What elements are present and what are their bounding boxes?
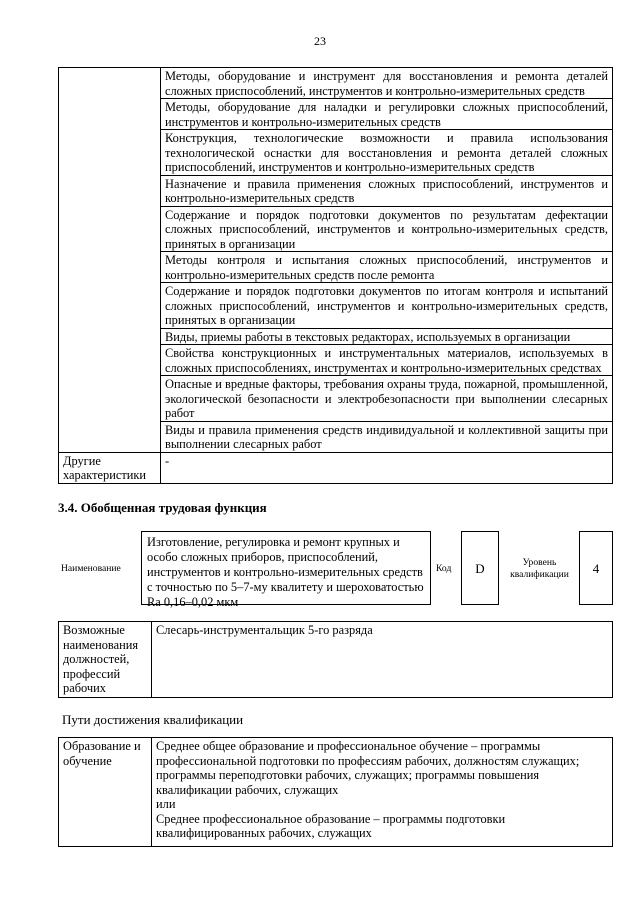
education-label: Образование и обучение <box>59 738 152 847</box>
knowledge-item: Свойства конструкционных и инструментальных материалов, используемых в сложных приспособлениях, инструментах и контрольно-измерительных средствах <box>161 345 613 376</box>
paths-title: Пути достижения квалификации <box>62 712 244 727</box>
code-label: Код <box>436 563 452 574</box>
knowledge-table <box>58 67 613 484</box>
level-label: Уровень квалификации <box>510 557 569 580</box>
positions-table <box>58 621 613 698</box>
other-characteristics-label: Другие характеристики <box>59 452 161 483</box>
knowledge-item: Методы, оборудование для наладки и регулировки сложных приспособлений, инструментов и контрольно-измерительных средств <box>161 99 613 130</box>
knowledge-label-cell <box>59 68 161 453</box>
knowledge-item: Методы, оборудование и инструмент для восстановления и ремонта деталей сложных приспособлений, инструментов и контрольно-измерительных средств <box>161 68 613 99</box>
knowledge-item: Содержание и порядок подготовки документов по результатам дефектации сложных приспособлений, инструментов и контрольно-измерительных средств, принятых в организации <box>161 206 613 252</box>
other-characteristics-value: - <box>161 452 613 483</box>
knowledge-item: Содержание и порядок подготовки документов по итогам контроля и испытаний сложных приспособлений, инструментов и контрольно-измерительных средств, принятых в организации <box>161 283 613 329</box>
code-box: D <box>461 531 499 605</box>
level-box: 4 <box>579 531 613 605</box>
education-line-2: Среднее профессиональное образование – программы подготовки квалифицированных рабочих, служащих <box>156 811 506 840</box>
page-number: 23 <box>314 34 326 48</box>
positions-label: Возможные наименования должностей, профессий рабочих <box>59 622 152 698</box>
knowledge-item: Виды, приемы работы в текстовых редакторах, используемых в организации <box>161 328 613 345</box>
knowledge-item: Назначение и правила применения сложных приспособлений, инструментов и контрольно-измерительных средств <box>161 175 613 206</box>
table-row <box>59 622 613 698</box>
section-title: 3.4. Обобщенная трудовая функция <box>58 500 267 515</box>
knowledge-item: Виды и правила применения средств индивидуальной и коллективной защиты при выполнении слесарных работ <box>161 421 613 452</box>
knowledge-item: Опасные и вредные факторы, требования охраны труда, пожарной, промышленной, экологической безопасности и электробезопасности при выполнении слесарных работ <box>161 376 613 422</box>
table-row <box>59 68 613 99</box>
positions-value: Слесарь-инструментальщик 5-го разряда <box>152 622 613 698</box>
function-name-box: Изготовление, регулировка и ремонт крупных и особо сложных приборов, приспособлений, инструментов и контрольно-измерительных средств с точностью по 5–7-му квалитету и шероховатостью Ra 0,16–0,02 мкм <box>141 531 431 605</box>
name-label: Наименование <box>61 563 121 574</box>
knowledge-item: Методы контроля и испытания сложных приспособлений, инструментов и контрольно-измерительных средств после ремонта <box>161 252 613 283</box>
knowledge-item: Конструкция, технологические возможности и правила использования технологической оснастки для восстановления и ремонта деталей сложных приспособлений, инструментов и контрольно-измерительных средств <box>161 130 613 176</box>
education-or: или <box>156 797 176 811</box>
table-row <box>59 452 613 483</box>
table-row <box>59 738 613 847</box>
education-table <box>58 737 613 847</box>
education-value <box>152 738 613 847</box>
education-line-1: Среднее общее образование и профессиональное обучение – программы профессиональной подготовки по профессиям рабочих, должностям служащих; программы переподготовки рабочих, служащих; программы повышения квалификации рабочих, служащих <box>156 739 580 797</box>
